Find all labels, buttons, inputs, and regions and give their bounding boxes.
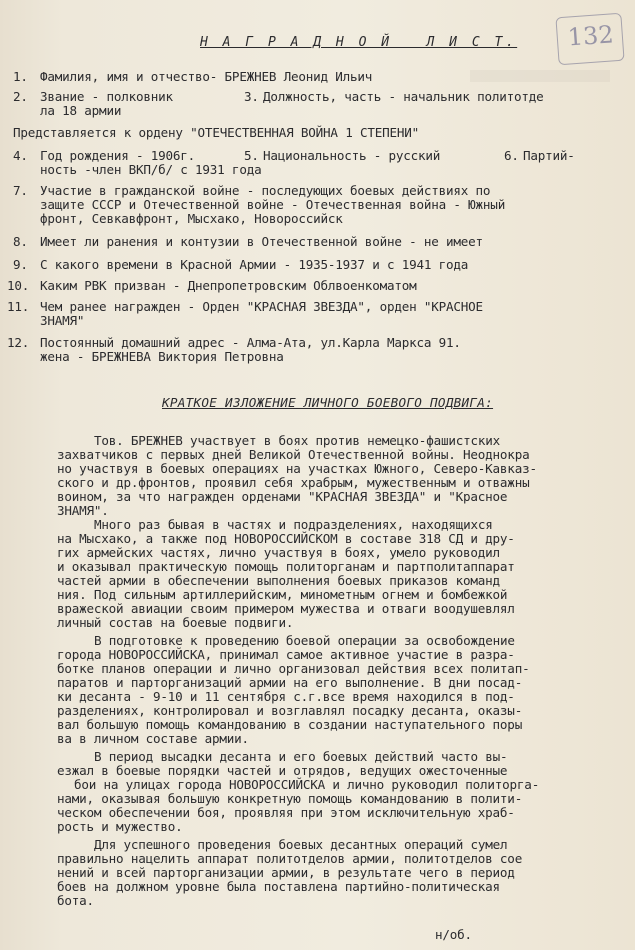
- document-title: Н А Г Р А Д Н О Й Л И С Т.: [200, 35, 518, 50]
- body-line-18: паратов и парторганизаций армии на его выполнение. В дни посад-: [57, 675, 523, 690]
- item-11-text: Чем ранее награжден - Орден "КРАСНАЯ ЗВЕЗДА", орден "КРАСНОЕ: [40, 299, 483, 314]
- item-6-text: Партий-: [523, 148, 575, 163]
- body-line-22: ва в личном составе армии.: [57, 731, 249, 746]
- body-line-10: и оказывал практическую помощь политорганам и партполитаппарат: [57, 559, 515, 574]
- body-line-14: личный состав на боевые подвиги.: [57, 615, 294, 630]
- body-line-32: боев на должном уровне была поставлена партийно-политическая: [57, 879, 500, 894]
- body-line-5: воином, за что награжден орденами "КРАСНАЯ ЗВЕЗДА" и "Красное: [57, 489, 508, 504]
- body-line-25: бои на улицах города НОВОРОССИЙСКА и лично руководил политорга-: [74, 777, 540, 792]
- body-line-24: езжал в боевые порядки частей и отрядов, ведущих ожесточенные: [57, 763, 508, 778]
- item-9-text: С какого времени в Красной Армии - 1935-1937 и с 1941 года: [40, 257, 469, 272]
- body-line-15: В подготовке к проведению боевой операции за освобождение: [94, 633, 515, 648]
- body-line-30: правильно нацелить аппарат политотделов армии, политотделов сое: [57, 851, 523, 866]
- item-7-text: Участие в гражданской войне - последующих боевых действиях по: [40, 183, 491, 198]
- item-number-10: 10.: [7, 278, 30, 293]
- item-1-text: Фамилия, имя и отчество- БРЕЖНЕВ Леонид Ильич: [40, 69, 373, 84]
- item-number-1: 1.: [13, 69, 28, 84]
- body-line-33: бота.: [57, 893, 94, 908]
- item-number-11: 11.: [7, 299, 30, 314]
- body-line-21: вал большую помощь командованию в создании наступательного поры: [57, 717, 523, 732]
- body-line-23: В период высадки десанта и его боевых действий часто вы-: [94, 749, 508, 764]
- item-number-8: 8.: [13, 234, 28, 249]
- item-7-continuation-1: защите СССР и Отечественной войне - Отечественная война - Южный: [40, 197, 506, 212]
- item-6-continuation: ность -член ВКП/б/ с 1931 года: [40, 162, 262, 177]
- section-title: КРАТКОЕ ИЗЛОЖЕНИЕ ЛИЧНОГО БОЕВОГО ПОДВИГА:: [162, 395, 494, 410]
- item-11-continuation: ЗНАМЯ": [40, 313, 85, 328]
- item-8-text: Имеет ли ранения и контузии в Отечественной войне - не имеет: [40, 234, 483, 249]
- body-line-27: ческом обеспечении боя, проявляя при этом исключительную храб-: [57, 805, 515, 820]
- body-line-13: вражеской авиации своим примером мужества и отваги воодушевлял: [57, 601, 515, 616]
- page-footer: н/об.: [435, 927, 472, 942]
- item-10-text: Каким РВК призван - Днепропетровским Облвоенкоматом: [40, 278, 417, 293]
- item-number-9: 9.: [13, 257, 28, 272]
- item-number-2: 2.: [13, 89, 28, 104]
- body-line-20: разделениях, контролировал и возглавлял посадку десанта, оказы-: [57, 703, 523, 718]
- body-line-31: нений и всей парторганизации армии, в результате чего в период: [57, 865, 515, 880]
- body-line-16: города НОВОРОССИЙСКА, принимал самое активное участие в разра-: [57, 647, 515, 662]
- award-nomination: Представляется к ордену "ОТЕЧЕСТВЕННАЯ ВОЙНА 1 СТЕПЕНИ": [13, 125, 420, 140]
- item-number-5: 5.: [244, 148, 259, 163]
- item-number-3: 3.: [244, 89, 259, 104]
- body-line-17: ботке планов операции и лично организовал действия всех политап-: [57, 661, 530, 676]
- body-line-8: на Мысхако, а также под НОВОРОССИЙСКОМ в составе 318 СД и дру-: [57, 531, 515, 546]
- item-3-continuation: ла 18 армии: [40, 103, 122, 118]
- body-line-12: ния. Под сильным артиллерийским, минометным огнем и бомбежкой: [57, 587, 508, 602]
- body-line-19: ки десанта - 9-10 и 11 сентября с.г.все время находился в под-: [57, 689, 515, 704]
- page-number-stamp: 132: [555, 13, 624, 65]
- body-line-9: гих армейских частях, лично участвуя в боях, умело руководил: [57, 545, 500, 560]
- item-5-text: Национальность - русский: [263, 148, 441, 163]
- item-number-6: 6.: [504, 148, 519, 163]
- item-7-continuation-2: фронт, Севкавфронт, Мысхако, Новороссийск: [40, 211, 343, 226]
- body-line-11: частей армии в обеспечении выполнения боевых приказов команд: [57, 573, 500, 588]
- item-number-4: 4.: [13, 148, 28, 163]
- item-12-continuation: жена - БРЕЖНЕВА Виктория Петровна: [40, 349, 284, 364]
- body-line-26: нами, оказывая большую конкретную помощь командованию в полити-: [57, 791, 523, 806]
- body-line-29: Для успешного проведения боевых десантных операций сумел: [94, 837, 508, 852]
- body-line-3: но участвуя в боевых операциях на участках Южного, Северо-Кавказ-: [57, 461, 537, 476]
- body-line-4: ского и др.фронтов, проявил себя храбрым, мужественным и отважны: [57, 475, 530, 490]
- body-line-28: рость и мужество.: [57, 819, 183, 834]
- item-number-12: 12.: [7, 335, 30, 350]
- body-line-7: Много раз бывая в частях и подразделениях, находящихся: [94, 517, 493, 532]
- item-12-text: Постоянный домашний адрес - Алма-Ата, ул.Карла Маркса 91.: [40, 335, 461, 350]
- item-2-text: Звание - полковник: [40, 89, 173, 104]
- body-line-6: ЗНАМЯ".: [57, 503, 109, 518]
- item-3-text: Должность, часть - начальник политотде: [263, 89, 544, 104]
- item-4-text: Год рождения - 1906г.: [40, 148, 196, 163]
- body-line-1: Тов. БРЕЖНЕВ участвует в боях против немецко-фашистских: [94, 433, 501, 448]
- body-line-2: захватчиков с первых дней Великой Отечественной войны. Неоднокра: [57, 447, 530, 462]
- item-number-7: 7.: [13, 183, 28, 198]
- bleed-through-mark: [470, 70, 610, 82]
